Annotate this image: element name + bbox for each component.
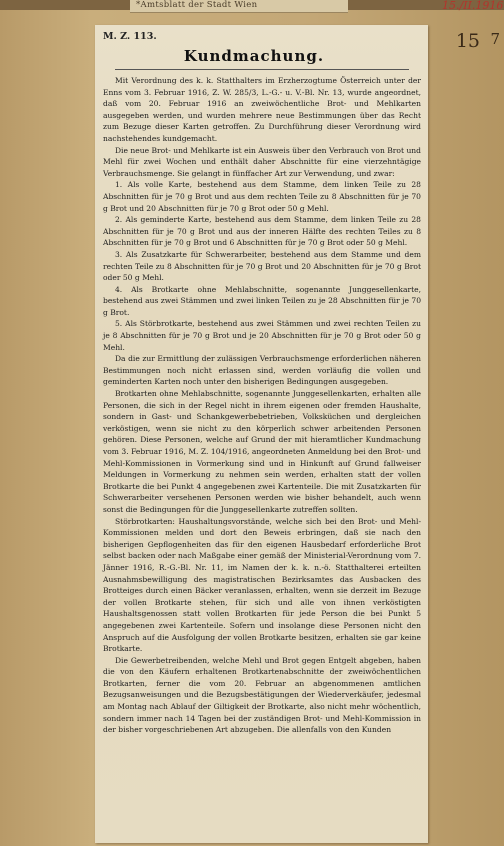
paragraph-bachelor-card: 4. Als Brotkarte ohne Mehlabschnitte, sogenannte Junggesellenkarte, bestehend aus zwei Stämmen und zwei linken Teilen zu je 28 Abschnitten für je 70 g Brot. (103, 284, 421, 317)
clipping-body (103, 75, 421, 736)
folio-number: 15 (455, 30, 480, 52)
paragraph-full-card: 1. Als volle Karte, bestehend aus dem Stamme, dem linken Teile zu 28 Abschnitten für je 70 g Brot und aus dem rechten Teile zu 8 Abschnitten für je 70 g Brot und 20 Abschnitten für je 70 g Brot oder 50 g Mehl. (103, 180, 421, 213)
paragraph-provisional: Da die zur Ermittlung der zulässigen Verbrauchsmenge erforderlichen näheren Bestimmungen noch nicht erlassen sind, werden vorläufig die vollen und geminderten Karten noch unter den bisherigen Bedingungen ausgegeben. (103, 354, 421, 387)
paragraph-disturbance-rules: Störbrotkarten: Haushaltungsvorstände, welche sich bei den Brot- und Mehl-Kommissionen melden und dort den Beweis erbringen, daß sie nach den bisherigen Gepflogenheiten das für den eigenen Hausbedarf erforderliche Brot selbst backen oder nach Maßgabe einer gemäß der Ministerial-Verordnung vom 7. Jänner 1916, R.-G.-Bl. Nr. 11, im Namen der k. k. n.-ö. Statthalterei erteilten Ausnahmsbewilligung des magistratischen Bezirksamtes das Ausbacken des Brotteiges durch einen Bäcker veranlassen, erhalten, wenn sie derzeit im Bezuge der vollen Brotkarte stehen, für sich und alle von ihnen verköstigten Haushaltsgenossen statt vollen Brotkarten für jede Person die bei Punkt 5 angegebenen zwei Kartenteile. Sofern und insolange diese Personen nicht den Anspruch auf die Ausfolgung der vollen Brotkarte besitzen, erhalten sie gar keine Brotkarte. (103, 516, 421, 654)
newspaper-clipping (95, 25, 428, 843)
paragraph-card-types: Die neue Brot- und Mehlkarte ist ein Ausweis über den Verbrauch von Brot und Mehl für zwei Wochen und enthält daher Abschnitte für eine vierzehntägige Verbrauchsmenge. Sie gelangt in fünffacher Art zur Verwendung, und zwar: (103, 145, 421, 178)
clipping-title: Kundmachung. (183, 47, 325, 65)
paragraph-bachelor-rules: Brotkarten ohne Mehlabschnitte, sogenannte Junggesellenkarten, erhalten alle Personen, die sich in der Regel nicht in ihrem eigenen oder fremden Haushalte, sondern in Gast- und Schankgewerbebetrieben, Volksküchen und dergleichen verköstigen, wenn sie nicht zu den körperlich schwer arbeitenden Personen gehören. Diese Personen, welche auf Grund der mit hieramtlicher Kundmachung vom 3. Februar 1916, M. Z. 104/1916, angeordneten Anmeldung bei den Brot- und Mehl-Kommissionen in Vormerkung sind und in Hinkunft auf Grund fallweiser Meldungen in Vormerkung zu nehmen sein werden, erhalten statt der vollen Brotkarte die bei Punkt 4 angegebenen zwei Kartenteile. Die mit Zusatzkarten für Schwerarbeiter versehenen Personen werden wie bisher behandelt, auch wenn sonst die Bedingungen für die Junggesellenkarte zutreffen sollten. (103, 389, 421, 514)
corner-mark: 7 (490, 30, 500, 48)
paragraph-intro: Mit Verordnung des k. k. Statthalters im Erzherzogtume Österreich unter der Enns vom 3. Februar 1916, Z. W. 285/3, L.-G.- u. V.-Bl. Nr. 13, wurde angeordnet, daß vom 20. Februar 1916 an zweiwöchentliche Brot- und Mehlkarten ausgegeben werden, und wurden mehrere neue Bestimmungen über das Recht zum Bezuge dieser Karten getroffen. Zu Durchführung dieser Verordnung wird nachstehendes kundgemacht. (103, 76, 421, 143)
source-header-strip (130, 0, 504, 13)
paragraph-disturbance-card: 5. Als Störbrotkarte, bestehend aus zwei Stämmen und zwei rechten Teilen zu je 8 Abschnitten für je 70 g Brot und je 20 Abschnitten für je 70 g Brot oder 50 g Mehl. (103, 319, 421, 352)
paragraph-reduced-card: 2. Als geminderte Karte, bestehend aus dem Stamme, dem linken Teile zu 28 Abschnitten für je 70 g Brot und aus der inneren Hälfte des rechten Teiles zu 8 Abschnitten für je 70 g Brot und 6 Abschnitten für je 70 g Brot oder 50 g Mehl. (103, 215, 421, 248)
handwritten-date: 15./II.1916 (442, 0, 504, 12)
source-label: *Amtsblatt der Stadt Wien (136, 0, 258, 10)
title-rule (115, 69, 409, 70)
paragraph-supplementary-card: 3. Als Zusatzkarte für Schwerarbeiter, bestehend aus dem Stamme und dem rechten Teile zu 8 Abschnitten für je 70 g Brot und 20 Abschnitten für je 70 g Brot oder 50 g Mehl. (103, 249, 421, 283)
reference-number: M. Z. 113. (103, 31, 157, 42)
paragraph-traders: Die Gewerbetreibenden, welche Mehl und Brot gegen Entgelt abgeben, haben die von den Käufern erhaltenen Brotkartenabschnitte der zweiwöchentlichen Brotkarten, ferner die vom 20. Februar an abgenommenen amtlichen Bezugsanweisungen und die Bezugsbestätigungen der Wiederverkäufer, jedesmal am Montag nach Ablauf der Giltigkeit der Brotkarte, also nicht mehr wöchentlich, sondern immer nach 14 Tagen bei der zuständigen Brot- und Mehl-Kommission in der bisher vorgeschriebenen Art abzugeben. Die allenfalls von den Kunden (103, 655, 421, 735)
